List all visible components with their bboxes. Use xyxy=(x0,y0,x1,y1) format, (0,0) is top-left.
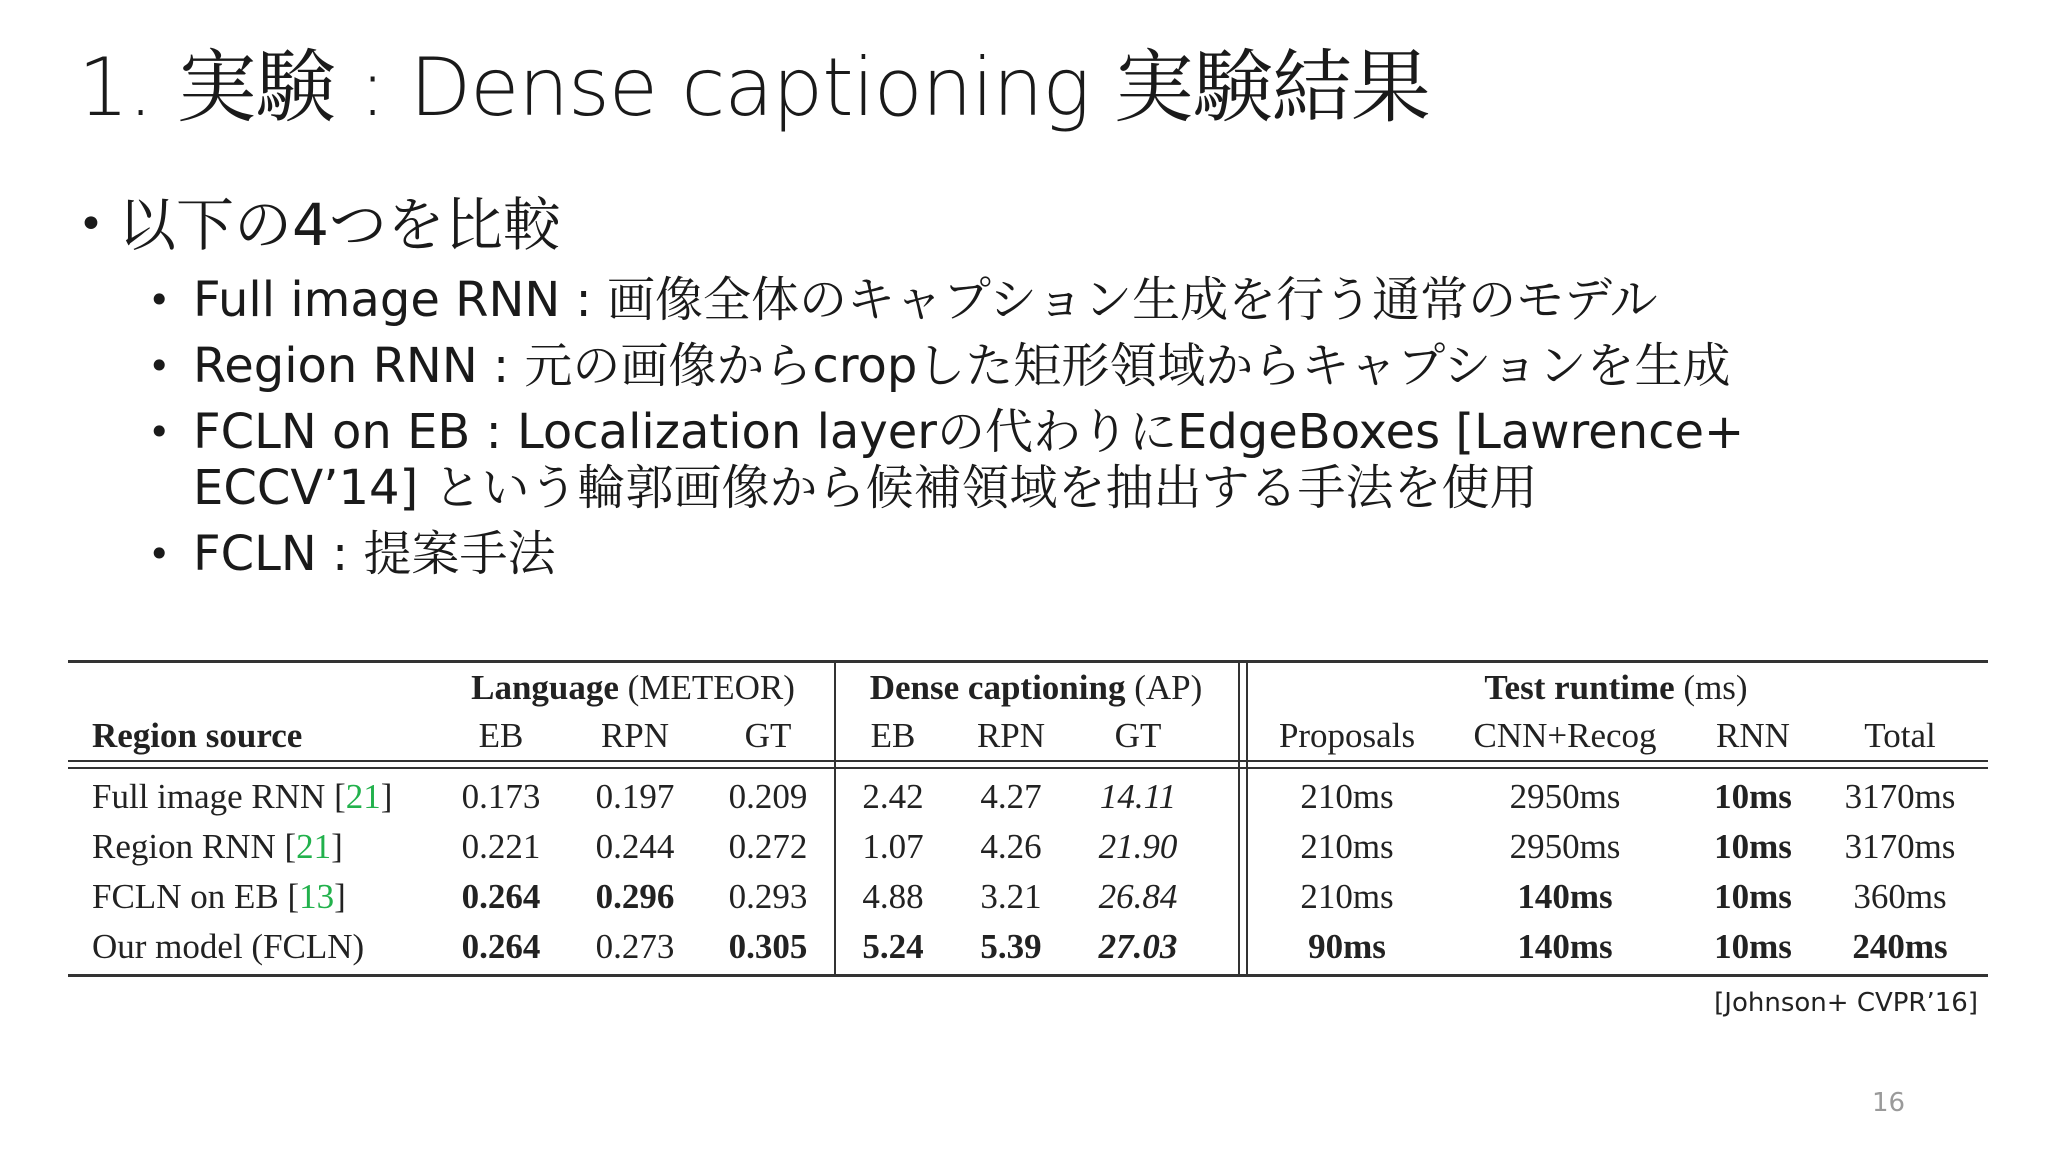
group-header-language-title: Language xyxy=(471,668,619,707)
main-bullet: • 以下の4つを比較 xyxy=(78,190,1978,260)
table-cell: 2.42 xyxy=(862,777,924,816)
row-label-bracket: ] xyxy=(334,877,346,916)
group-header-dense-captioning xyxy=(870,668,1203,708)
sub-bullet-fcln-on-eb xyxy=(118,404,1978,516)
table-cell: 210ms xyxy=(1300,877,1394,916)
table-cell: 21.90 xyxy=(1098,827,1178,866)
table-cell: 0.264 xyxy=(461,927,541,966)
table-cell: 2950ms xyxy=(1509,827,1621,866)
col-header: Proposals xyxy=(1278,716,1416,755)
row-label-bracket: ] xyxy=(331,827,343,866)
row-label-name: Full image RNN [ xyxy=(92,777,346,816)
row-label-bracket: ] xyxy=(380,777,393,816)
table-cell: 210ms xyxy=(1300,827,1394,866)
table-cell: 0.209 xyxy=(728,777,808,816)
table-cell: 140ms xyxy=(1517,927,1613,966)
table-cell: 5.39 xyxy=(980,927,1042,966)
row-label xyxy=(92,827,343,867)
table-top-rule xyxy=(68,660,1988,663)
sub-bullet-region-rnn xyxy=(118,338,1978,394)
table-cell: 0.173 xyxy=(461,777,541,816)
bullet-line: • Full image RNN : 画像全体のキャプション生成を行う通常のモデル xyxy=(193,272,1658,328)
table-cell: 10ms xyxy=(1714,827,1792,866)
table-cell: 1.07 xyxy=(862,827,924,866)
source-citation: [Johnson+ CVPR’16] xyxy=(1714,988,1978,1018)
bullet-line: ECCV’14] という輪郭画像から候補領域を抽出する手法を使用 xyxy=(193,460,1538,516)
column-divider-double-b xyxy=(1246,660,1248,977)
bullet-line: • Region RNN : 元の画像からcropした矩形領域からキャプションを生成 xyxy=(193,338,1731,394)
col-header: EB xyxy=(870,716,916,755)
sub-bullet-fcln xyxy=(118,526,1978,582)
row-label-name: Region RNN [ xyxy=(92,827,297,866)
page-number: 16 xyxy=(1872,1088,1906,1118)
sub-bullet-list xyxy=(118,272,1978,582)
table-cell: 2950ms xyxy=(1509,777,1621,816)
group-header-dense-title: Dense captioning xyxy=(869,668,1126,707)
slide-title: 1. 実験 : Dense captioning 実験結果 xyxy=(78,41,1430,134)
group-header-test-runtime xyxy=(1484,668,1747,708)
header-rule-1 xyxy=(68,760,1988,762)
table-cell: 10ms xyxy=(1714,877,1792,916)
table-cell: 240ms xyxy=(1852,927,1948,966)
table-cell: 26.84 xyxy=(1098,877,1178,916)
table-cell: 360ms xyxy=(1853,877,1947,916)
group-header-dense-metric: (AP) xyxy=(1125,668,1203,707)
col-header: RNN xyxy=(1716,716,1790,755)
table-cell: 0.244 xyxy=(595,827,675,866)
row-label-name: FCLN on EB [ xyxy=(92,877,300,916)
group-header-language xyxy=(471,668,795,708)
table-cell: 0.305 xyxy=(728,927,808,966)
table-cell: 10ms xyxy=(1714,927,1792,966)
table-cell: 0.273 xyxy=(595,927,675,966)
row-label xyxy=(92,877,346,917)
table-cell: 3.21 xyxy=(980,877,1042,916)
table-cell: 27.03 xyxy=(1098,927,1178,966)
table-cell: 0.221 xyxy=(461,827,541,866)
bullet-line: • FCLN : 提案手法 xyxy=(193,526,556,582)
table-cell: 0.272 xyxy=(728,827,808,866)
table-cell: 210ms xyxy=(1300,777,1394,816)
column-divider xyxy=(834,660,836,977)
col-header: RPN xyxy=(976,716,1046,755)
col-header: GT xyxy=(1114,716,1162,755)
table-cell: 0.197 xyxy=(595,777,675,816)
header-rule-2 xyxy=(68,767,1988,769)
table-cell: 0.296 xyxy=(595,877,675,916)
col-header: EB xyxy=(478,716,524,755)
citation-link[interactable]: 21 xyxy=(296,827,332,866)
table-cell: 3170ms xyxy=(1844,777,1956,816)
row-label xyxy=(92,777,392,817)
bullet-line: • FCLN on EB : Localization layerの代わりにEdgeBoxes [Lawrence+ xyxy=(193,404,1745,460)
table-cell: 0.264 xyxy=(461,877,541,916)
row-label xyxy=(92,927,364,967)
table-cell: 90ms xyxy=(1308,927,1386,966)
col-header-region-source: Region source xyxy=(92,716,303,755)
column-divider-double-a xyxy=(1238,660,1240,977)
table-cell: 0.293 xyxy=(728,877,808,916)
table-cell: 14.11 xyxy=(1099,777,1177,816)
group-header-runtime-title: Test runtime xyxy=(1484,668,1675,707)
group-header-language-metric: (METEOR) xyxy=(618,668,795,707)
col-header: RPN xyxy=(600,716,670,755)
col-header: Total xyxy=(1864,716,1936,755)
table-cell: 4.88 xyxy=(862,877,924,916)
table-cell: 3170ms xyxy=(1844,827,1956,866)
col-header: CNN+Recog xyxy=(1473,716,1657,755)
citation-link[interactable]: 21 xyxy=(345,777,381,816)
group-header-runtime-unit: (ms) xyxy=(1674,668,1748,707)
citation-link[interactable]: 13 xyxy=(299,877,335,916)
table-cell: 4.26 xyxy=(980,827,1042,866)
table-cell: 4.27 xyxy=(980,777,1042,816)
results-table xyxy=(68,660,1988,980)
table-cell: 5.24 xyxy=(862,927,924,966)
table-cell: 10ms xyxy=(1714,777,1792,816)
table-cell: 140ms xyxy=(1517,877,1613,916)
sub-bullet-full-image-rnn xyxy=(118,272,1978,328)
bullet-list xyxy=(78,190,1978,592)
col-header: GT xyxy=(744,716,792,755)
row-label-name: Our model (FCLN) xyxy=(92,927,365,966)
table-bottom-rule xyxy=(68,974,1988,977)
